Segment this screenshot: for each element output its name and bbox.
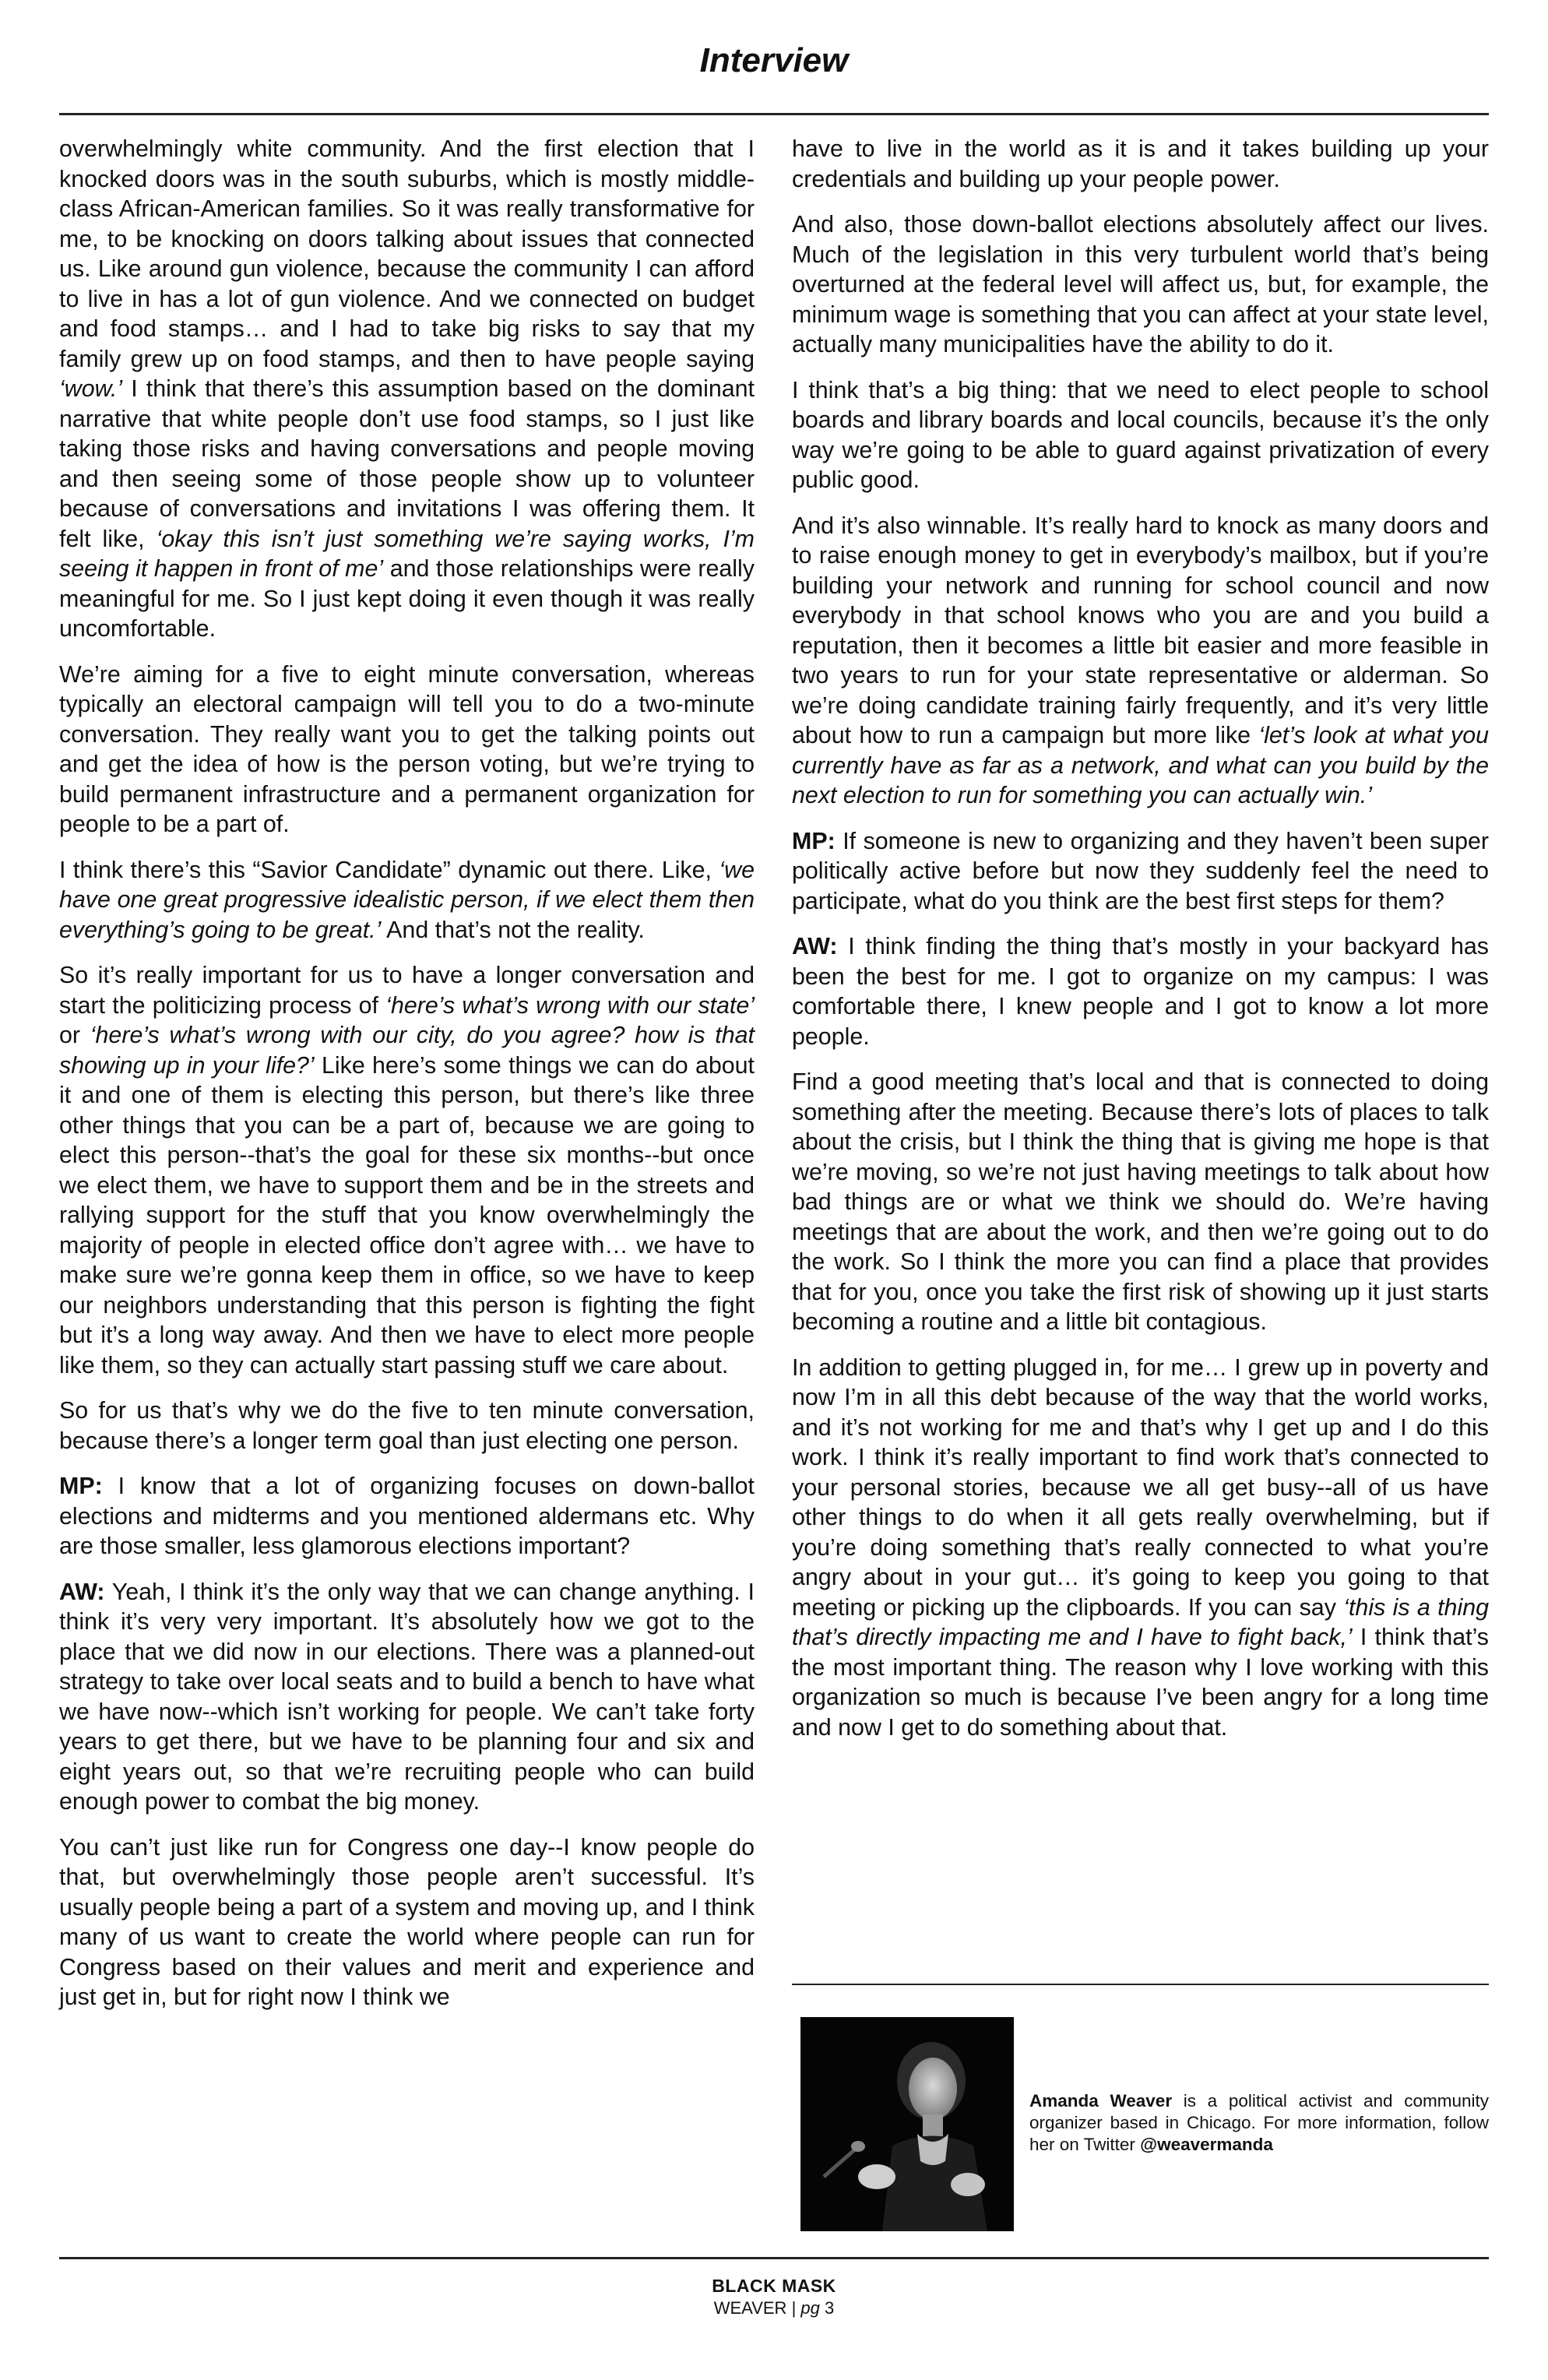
paragraph: We’re aiming for a five to eight minute conversation, whereas typically an electoral campaign will tell you to do a two-minute conversation. They really want you to get the talking points out and get the idea of how is the person voting, but we’re trying to build permanent infrastructure and a permanent organization for people to be a part of.: [59, 660, 755, 837]
speaker-label: AW:: [59, 1578, 105, 1605]
author-name: Amanda Weaver: [1029, 2091, 1173, 2111]
article-column-left: [59, 134, 755, 2028]
paragraph: And it’s also winnable. It’s really hard to knock as many doors and to raise enough money to get in everybody’s mailbox, but if you’re building your network and running for school council and now everybody in that school knows who you are and you build a reputation, then it becomes a little bit easier and more feasible in two years to run for your state representative or alderman. So we’re doing candidate training fairly frequently, and it’s very little about how to run a campaign but more like ‘let’s look at what you currently have as far as a network, and what can you build by the next election to run for something you can actually win.’: [792, 512, 1489, 808]
paragraph: overwhelmingly white community. And the first election that I knocked doors was in the south suburbs, which is mostly middle-class African-American families. So it was really transformative for me, to be knocking on doors talking about issues that connected us. Like around gun violence, because the community I can afford to live in has a lot of gun violence. And we connected on budget and food stamps… and I had to take big risks to say that my family grew up on food stamps, and then to have people saying ‘wow.’ I think that there’s this assumption based on the dominant narrative that white people don’t use food stamps, so I just like taking those risks and having conversations and people moving and then seeing some of those people show up to volunteer because of conversations and invitations I was offering them. It felt like, ‘okay this isn’t just something we’re saying works, I’m seeing it happen in front of me’ and those relationships were really meaningful for me. So I just kept doing it even though it was really uncomfortable.: [59, 136, 755, 642]
interviewee-answer: AW: I think finding the thing that’s mostly in your backyard has been the best for me. I got to organize on my campus: I was comfortable there, I knew people and I got to know a lot more people.: [792, 933, 1489, 1050]
page-footer: [0, 2274, 1548, 2319]
footer-divider: [59, 2257, 1489, 2259]
article-column-right: [792, 134, 1489, 1758]
interviewer-question: MP: I know that a lot of organizing focuses on down-ballot elections and midterms and you mentioned aldermans etc. Why are those smaller, less glamorous elections important?: [59, 1473, 755, 1559]
portrait-image-icon: [800, 2017, 1014, 2231]
page-indicator: WEAVER | pg 3: [713, 2298, 835, 2318]
paragraph: In addition to getting plugged in, for me… I grew up in poverty and now I’m in all this debt because of the way that the world works, and it’s not working for me and that’s why I get up and I do this work. I think it’s really important to find work that’s connected to your personal stories, because we all get busy--all of us have other things to do when it all gets really overwhelming, but if you’re doing something that’s really connected to what you’re angry about in your gut… it’s going to keep you going to that meeting or picking up the clipboards. If you can say ‘this is a thing that’s directly impacting me and I have to fight back,’ I think that’s the most important thing. The reason why I love working with this organization so much is because I’ve been angry for a long time and now I get to do something about that.: [792, 1354, 1489, 1741]
paragraph: have to live in the world as it is and it takes building up your credentials and building up your people power.: [792, 136, 1489, 192]
speaker-label: MP:: [792, 827, 836, 854]
author-photo: [800, 2017, 1014, 2231]
page-header-title: Interview: [699, 41, 849, 79]
paragraph: You can’t just like run for Congress one day--I know people do that, but overwhelmingly those people aren’t successful. It’s usually people being a part of a system and moving up, and I think many of us want to create the world where people can run for Congress based on their values and merit and experience and just get in, but for right now I think we: [59, 1833, 755, 2010]
paragraph: Find a good meeting that’s local and that is connected to doing something after the meeting. Because there’s lots of places to talk about the crisis, but I think the thing that is giving me hope is that we’re moving, so we’re not just having meetings to talk about how bad things are or what we think we should do. We’re having meetings that are about the work, and then we’re going out to do the work. So I think the more you can find a place that provides that for you, once you take the first risk of showing up it just starts becoming a routine and a little bit contagious.: [792, 1069, 1489, 1335]
author-bio: Amanda Weaver is a political activist and community organizer based in Chicago. For more information, follow her on Twitter @weavermanda: [1029, 2091, 1489, 2154]
bio-divider: [792, 1984, 1489, 1985]
interviewee-answer: AW: Yeah, I think it’s the only way that we can change anything. I think it’s very very important. It’s absolutely how we got to the place that we did now in our elections. There was a planned-out strategy to take over local seats and to build a bench to have what we have now--which isn’t working for people. We can’t take forty years to get there, but we have to be planning four and six and eight years out, so that we’re recruiting people who can build enough power to combat the big money.: [59, 1578, 755, 1815]
paragraph: I think there’s this “Savior Candidate” dynamic out there. Like, ‘we have one great progressive idealistic person, if we elect them then everything’s going to be great.’ And that’s not the reality.: [59, 856, 755, 943]
page-number: 3: [825, 2298, 835, 2318]
paragraph: I think that’s a big thing: that we need to elect people to school boards and library boards and local councils, because it’s the only way we’re going to be able to guard against privatization of every public good.: [792, 376, 1489, 493]
paragraph: And also, those down-ballot elections absolutely affect our lives. Much of the legislation in this very turbulent world that’s being overturned at the federal level will affect us, but, for example, the minimum wage is something that you can affect at your state level, actually many municipalities have the ability to do it.: [792, 211, 1489, 357]
speaker-label: AW:: [792, 933, 838, 959]
paragraph: So for us that’s why we do the five to ten minute conversation, because there’s a longer term goal than just electing one person.: [59, 1397, 755, 1454]
speaker-label: MP:: [59, 1473, 103, 1499]
interviewer-question: MP: If someone is new to organizing and they haven’t been super politically active before but now they suddenly feel the need to participate, what do you think are the best first steps for them?: [792, 827, 1489, 914]
paragraph: So it’s really important for us to have a longer conversation and start the politicizing process of ‘here’s what’s wrong with our state’ or ‘here’s what’s wrong with our city, do you agree? how is that showing up in your life?’ Like here’s some things we can do about it and one of them is electing this person, but there’s like three other things that you can be a part of, because we are going to elect this person--that’s the goal for these six months--but once we elect them, we have to support them and be in the streets and rallying support for the stuff that you know overwhelmingly the majority of people in elected office don’t agree with… we have to make sure we’re gonna keep them in office, so we have to keep our neighbors understanding that this person is fighting the fight but it’s a long way away. And then we have to elect more people like them, so they can actually start passing stuff we care about.: [59, 962, 755, 1378]
publication-name: BLACK MASK: [712, 2276, 836, 2296]
header-divider: [59, 113, 1489, 115]
twitter-handle[interactable]: @weavermanda: [1140, 2135, 1273, 2154]
